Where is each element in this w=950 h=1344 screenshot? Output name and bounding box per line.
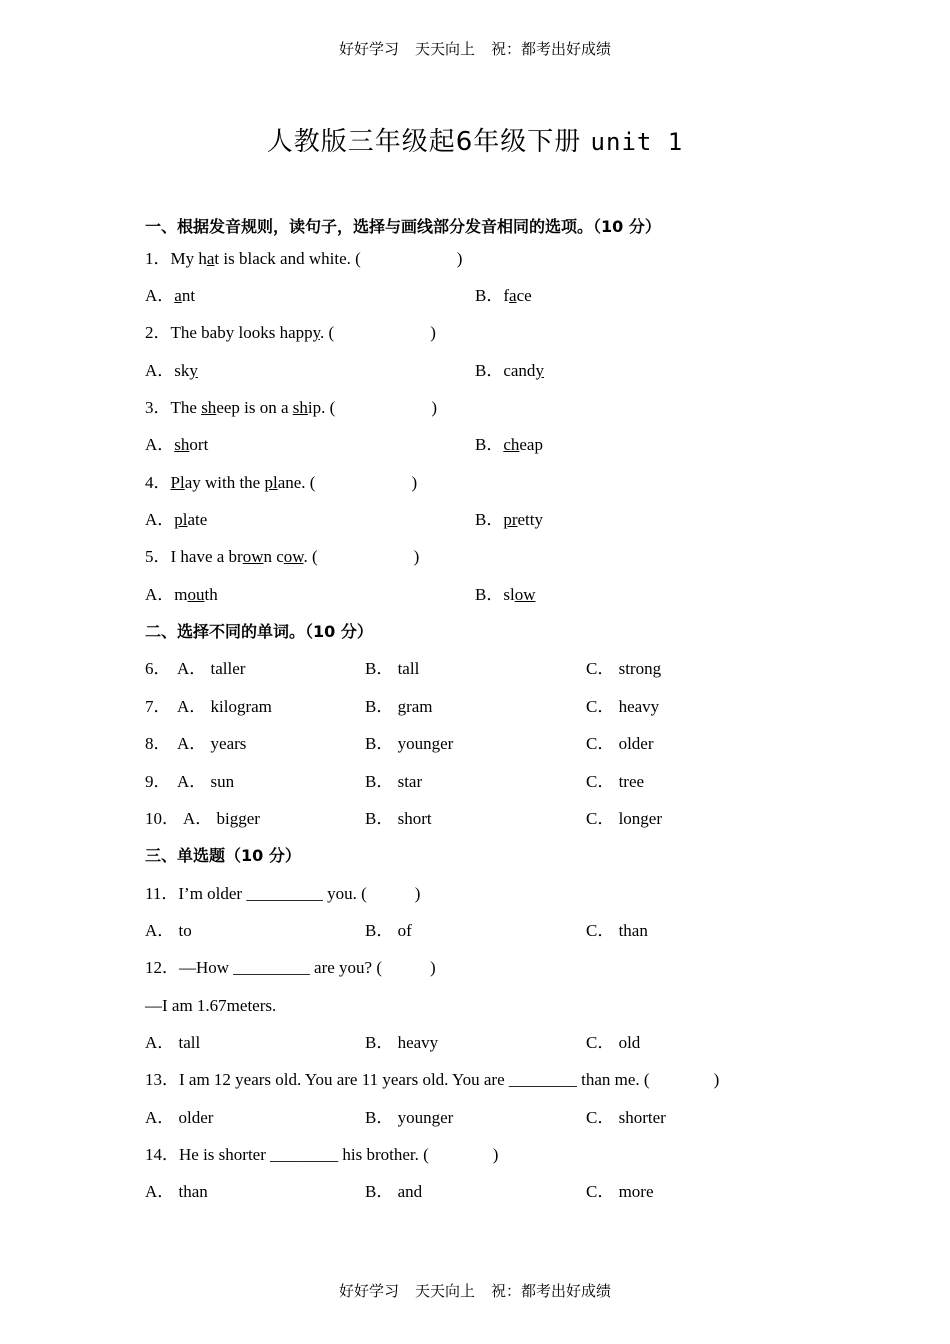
page-title xyxy=(0,121,950,158)
option-b: B． short xyxy=(365,809,432,828)
q-paren: ) xyxy=(413,547,420,566)
q-paren: ) xyxy=(713,1070,720,1089)
option-label: A． xyxy=(145,435,175,454)
q-text: ay with the xyxy=(184,473,265,492)
option-a xyxy=(145,433,208,457)
option-underlined: a xyxy=(509,286,517,305)
option-underlined: pl xyxy=(174,510,188,529)
q-underlined: pl xyxy=(264,473,278,492)
header-text-2: 天天向上 xyxy=(414,40,475,58)
q-underlined: a xyxy=(206,249,215,268)
section-3-heading: 三、单选题（10 分） xyxy=(145,846,301,865)
q-paren: ) xyxy=(430,323,436,342)
question-row-a xyxy=(145,695,272,719)
q-underlined: ow xyxy=(242,547,264,566)
option-text: cand xyxy=(503,361,536,380)
q-text: n c xyxy=(263,547,284,566)
question-text: 13．I am 12 years old. You are 11 years old. You are ________ than me. ( xyxy=(145,1070,650,1089)
q-text: . ( xyxy=(303,547,318,566)
option-b: B． younger xyxy=(365,734,454,753)
question-10 xyxy=(145,807,845,831)
option-b: B． tall xyxy=(365,659,420,678)
option-a xyxy=(145,359,198,383)
header-text-1: 好好学习 xyxy=(338,40,399,58)
option-b: B． of xyxy=(365,921,412,940)
option-a: A． kilogram xyxy=(177,697,272,716)
option-label: B． xyxy=(475,510,504,529)
question-number: 10． xyxy=(145,809,179,828)
question-14-options xyxy=(145,1180,845,1204)
option-a xyxy=(145,583,218,607)
option-a: A． sun xyxy=(177,772,235,791)
question-2-options xyxy=(145,359,845,383)
option-label: A． xyxy=(145,286,175,305)
q-underlined: sh xyxy=(201,398,217,417)
option-b xyxy=(475,583,535,607)
option-underlined: pr xyxy=(503,510,518,529)
question-1-options xyxy=(145,284,845,308)
option-label: B． xyxy=(475,361,504,380)
question-number: 7． xyxy=(145,697,171,716)
section-2-heading: 二、选择不同的单词。（10 分） xyxy=(145,622,373,641)
section-1-heading: 一、根据发音规则，读句子，选择与画线部分发音相同的选项。（10 分） xyxy=(145,217,661,236)
q-text: ane. ( xyxy=(277,473,316,492)
option-b: B． heavy xyxy=(365,1033,439,1052)
question-7 xyxy=(145,695,845,719)
question-12-answer-line: —I am 1.67meters. xyxy=(145,996,277,1015)
q-paren: ) xyxy=(456,249,463,268)
page-footer xyxy=(0,1280,950,1301)
question-3-options xyxy=(145,433,845,457)
q-text: The baby looks happ xyxy=(170,323,313,342)
option-c: C． than xyxy=(586,921,648,940)
q-underlined: Pl xyxy=(170,473,185,492)
option-underlined: ch xyxy=(503,435,520,454)
title-main: 人教版三年级起6年级下册 xyxy=(266,127,582,157)
option-text: m xyxy=(174,585,188,604)
option-text: ate xyxy=(187,510,208,529)
q-text: ip. ( xyxy=(307,398,336,417)
option-a: A． taller xyxy=(177,659,246,678)
option-a: A． older xyxy=(145,1108,214,1127)
question-number: 2． xyxy=(145,323,171,342)
option-c: C． old xyxy=(586,1033,641,1052)
page-header xyxy=(0,38,950,59)
question-14 xyxy=(145,1143,498,1167)
question-4 xyxy=(145,471,417,495)
q-text: The xyxy=(170,398,202,417)
title-unit: unit 1 xyxy=(590,128,684,156)
q-paren: ) xyxy=(414,884,421,903)
option-underlined: sh xyxy=(174,435,190,454)
question-11 xyxy=(145,882,420,906)
option-b: B． star xyxy=(365,772,423,791)
option-a: A． than xyxy=(145,1182,208,1201)
question-3 xyxy=(145,396,437,420)
q-paren: ) xyxy=(430,958,436,977)
q-paren: ) xyxy=(431,398,437,417)
q-underlined: sh xyxy=(292,398,308,417)
option-underlined: a xyxy=(174,286,182,305)
q-underlined: ow xyxy=(283,547,304,566)
question-4-options xyxy=(145,508,845,532)
option-c: C． longer xyxy=(586,809,663,828)
question-12 xyxy=(145,956,436,980)
question-5 xyxy=(145,545,419,569)
question-5-options xyxy=(145,583,845,607)
question-text: 12．—How _________ are you? ( xyxy=(145,958,383,977)
option-label: B． xyxy=(475,286,504,305)
question-2 xyxy=(145,321,436,345)
question-number: 6． xyxy=(145,659,171,678)
option-a: A． years xyxy=(177,734,247,753)
option-text: ort xyxy=(189,435,209,454)
option-text: f xyxy=(503,286,510,305)
option-text: sk xyxy=(174,361,190,380)
option-a xyxy=(145,508,207,532)
q-underlined: y xyxy=(312,323,321,342)
q-text: t is black and white. ( xyxy=(214,249,361,268)
question-row-a xyxy=(145,657,245,681)
option-c: C． older xyxy=(586,734,654,753)
option-a xyxy=(145,284,195,308)
question-11-options xyxy=(145,919,845,943)
option-c: C． more xyxy=(586,1182,654,1201)
question-1 xyxy=(145,247,462,271)
footer-text-3: 祝：都考出好成绩 xyxy=(491,1282,612,1300)
header-text-3: 祝：都考出好成绩 xyxy=(491,40,612,58)
question-number: 1． xyxy=(145,249,171,268)
question-number: 4． xyxy=(145,473,171,492)
q-text: My h xyxy=(170,249,207,268)
option-c: C． strong xyxy=(586,659,662,678)
option-underlined: y xyxy=(189,361,198,380)
q-paren: ) xyxy=(492,1145,499,1164)
option-underlined: ou xyxy=(187,585,205,604)
option-text: etty xyxy=(517,510,544,529)
question-6 xyxy=(145,657,845,681)
question-number: 5． xyxy=(145,547,171,566)
question-text: 14．He is shorter ________ his brother. ( xyxy=(145,1145,429,1164)
option-b: B． and xyxy=(365,1182,423,1201)
option-text: ce xyxy=(516,286,532,305)
question-13 xyxy=(145,1068,719,1092)
option-a: A． bigger xyxy=(183,809,260,828)
option-b xyxy=(475,359,544,383)
option-label: B． xyxy=(475,435,504,454)
q-text: I have a br xyxy=(170,547,243,566)
option-text: nt xyxy=(181,286,196,305)
q-text: eep is on a xyxy=(216,398,293,417)
option-c: C． shorter xyxy=(586,1108,666,1127)
option-a: A． tall xyxy=(145,1033,201,1052)
question-12-options xyxy=(145,1031,845,1055)
option-c: C． tree xyxy=(586,772,645,791)
q-text: . ( xyxy=(320,323,335,342)
question-8 xyxy=(145,732,845,756)
option-underlined: ow xyxy=(514,585,536,604)
option-label: A． xyxy=(145,361,175,380)
footer-text-2: 天天向上 xyxy=(414,1282,475,1300)
option-b xyxy=(475,284,532,308)
option-label: A． xyxy=(145,585,175,604)
question-number: 3． xyxy=(145,398,171,417)
option-b: B． gram xyxy=(365,697,433,716)
option-text: eap xyxy=(519,435,543,454)
question-text: 11．I’m older _________ you. ( xyxy=(145,884,367,903)
question-row-a xyxy=(145,807,260,831)
footer-text-1: 好好学习 xyxy=(338,1282,399,1300)
option-a: A． to xyxy=(145,921,192,940)
option-text: sl xyxy=(503,585,515,604)
q-paren: ) xyxy=(411,473,418,492)
question-row-a xyxy=(145,732,246,756)
option-underlined: y xyxy=(535,361,544,380)
question-number: 9． xyxy=(145,772,171,791)
option-b xyxy=(475,433,543,457)
option-text: th xyxy=(204,585,218,604)
question-13-options xyxy=(145,1106,845,1130)
option-label: B． xyxy=(475,585,504,604)
question-9 xyxy=(145,770,845,794)
question-row-a xyxy=(145,770,234,794)
option-b xyxy=(475,508,543,532)
option-b: B． younger xyxy=(365,1108,454,1127)
option-label: A． xyxy=(145,510,175,529)
question-number: 8． xyxy=(145,734,171,753)
option-c: C． heavy xyxy=(586,697,660,716)
